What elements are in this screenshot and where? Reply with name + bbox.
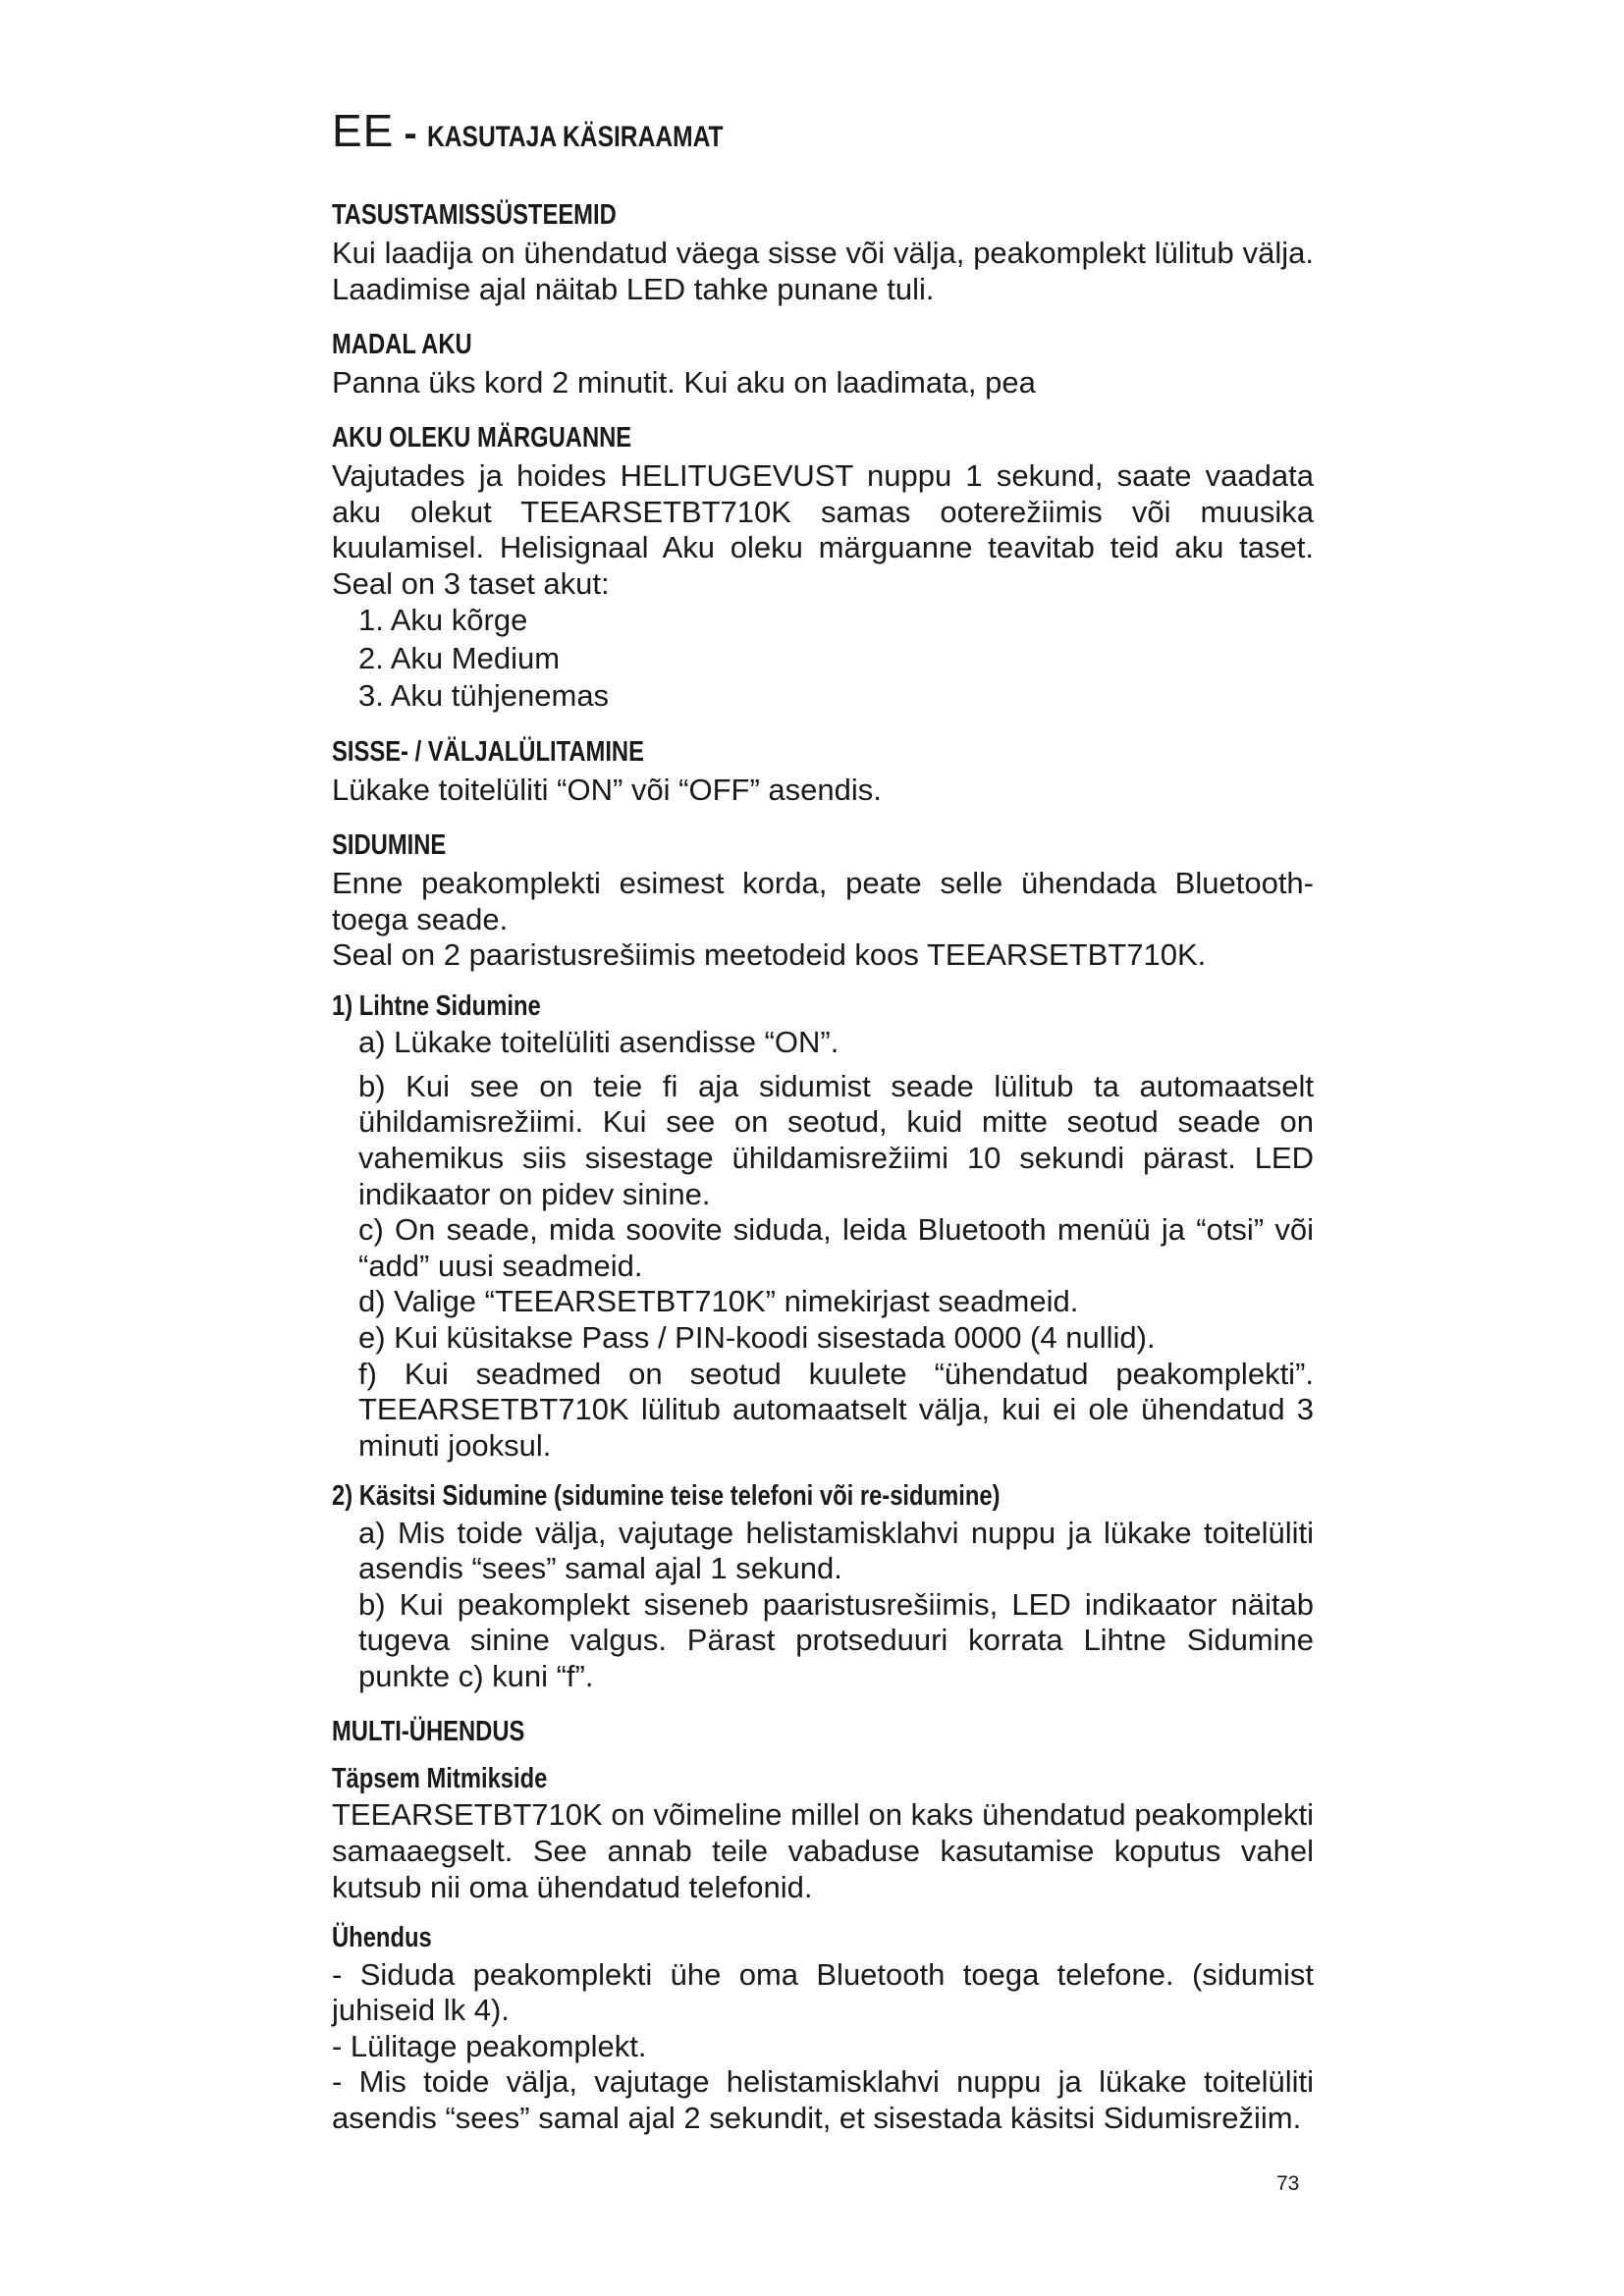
step-text: b) Kui peakomplekt siseneb paaristusrešiimis, LED indikaator näitab tugeva sinine valgus. Pärast protseduuri korrata Lihtne Sidumine punkte c) kuni “f”. [358, 1586, 1314, 1693]
step-text: a) Lükake toitelüliti asendisse “ON”. [358, 1025, 839, 1060]
language-code: EE [332, 105, 395, 156]
step-text: f) Kui seadmed on seotud kuulete “ühendatud peakomplekti”. TEEARSETBT710K lülitub automaatselt välja, kui ei ole ühendatud 3 minuti jooksul. [358, 1356, 1314, 1463]
manual-page [332, 105, 1314, 2137]
section-advanced-multipoint [332, 1764, 1314, 1905]
section-power [332, 737, 1314, 809]
subsection-heading: 1) Lihtne Sidumine [332, 989, 541, 1022]
document-title: KASUTAJA KÄSIRAAMAT [426, 121, 724, 153]
subsection-heading: 2) Käsitsi Sidumine (sidumine teise telefoni või re-sidumine) [332, 1480, 1001, 1513]
section-heading: SISSE- / VÄLJALÜLITAMINE [332, 735, 644, 768]
section-text: Panna üks kord 2 minutit. Kui aku on laadimata, pea [332, 365, 1036, 400]
section-charging [332, 200, 1314, 308]
section-text: Kui laadija on ühendatud väega sisse või välja, peakomplekt lülitub välja. Laadimise ajal näitab LED tahke punane tuli. [332, 236, 1314, 307]
section-manual-pairing [332, 1481, 1314, 1694]
section-pairing [332, 830, 1314, 974]
page-number: 73 [1276, 2172, 1300, 2195]
step-text: a) Mis toide välja, vajutage helistamisklahvi nuppu ja lükake toitelüliti asendis “sees” samal ajal 1 sekund. [358, 1515, 1314, 1586]
section-heading: AKU OLEKU MÄRGUANNE [332, 421, 632, 454]
step-text: d) Valige “TEEARSETBT710K” nimekirjast seadmeid. [358, 1284, 1079, 1319]
list-item: - Siduda peakomplekti ühe oma Bluetooth toega telefone. (sidumist juhiseid lk 4). [332, 1956, 1314, 2028]
section-text: Enne peakomplekti esimest korda, peate selle ühendada Bluetooth-toega seade. [332, 866, 1314, 936]
step-text: b) Kui see on teie fi aja sidumist seade lülitub ta automaatselt ühildamisrežiimi. Kui see on seotud, kuid mitte seotud seade on vahemikus siis sisestage ühildamisrežiimi 10 sekundi pärast. LED indikaator on pidev sinine. [358, 1068, 1314, 1211]
section-text: Lükake toitelüliti “ON” või “OFF” asendis. [332, 773, 882, 808]
document-header [332, 105, 1314, 156]
section-battery-status [332, 423, 1314, 716]
section-multipoint [332, 1717, 1314, 1746]
subsection-heading: Täpsem Mitmikside [332, 1763, 548, 1794]
step-text: c) On seade, mida soovite siduda, leida Bluetooth menüü ja “otsi” või “add” uusi seadmeid. [358, 1212, 1314, 1283]
list-item: 1. Aku kõrge [358, 603, 528, 638]
section-heading: SIDUMINE [332, 828, 447, 861]
section-simple-pairing [332, 991, 1314, 1464]
section-heading: MULTI-ÜHENDUS [332, 1715, 525, 1747]
section-low-battery [332, 330, 1314, 401]
list-item: - Mis toide välja, vajutage helistamisklahvi nuppu ja lükake toitelüliti asendis “sees” samal ajal 2 sekundit, et sisestada käsitsi Sidumisrežiim. [332, 2064, 1314, 2135]
section-text: Vajutades ja hoides HELITUGEVUST nuppu 1 sekund, saate vaadata aku olekut TEEARSETBT710K samas ooterežiimis või muusika kuulamisel. Helisignaal Aku oleku märguanne teavitab teid aku taset. Seal on 3 taset akut: [332, 458, 1314, 601]
step-text: e) Kui küsitakse Pass / PIN-koodi sisestada 0000 (4 nullid). [358, 1319, 1156, 1355]
list-item: 2. Aku Medium [358, 640, 561, 675]
list-item: - Lülitage peakomplekt. [332, 2028, 647, 2063]
section-text: TEEARSETBT710K on võimeline millel on kaks ühendatud peakomplekti samaaegselt. See annab teile vabaduse kasutamise koputus vahel kutsub nii oma ühendatud telefonid. [332, 1797, 1314, 1904]
battery-level-list [332, 602, 1314, 715]
section-heading: MADAL AKU [332, 328, 472, 360]
section-connection [332, 1923, 1314, 2136]
section-heading: TASUSTAMISSÜSTEEMID [332, 199, 617, 231]
list-item: 3. Aku tühjenemas [358, 678, 610, 714]
header-separator: - [404, 112, 417, 155]
subsection-heading: Ühendus [332, 1922, 432, 1954]
section-text: Seal on 2 paaristusrešiimis meetodeid koos TEEARSETBT710K. [332, 937, 1207, 973]
